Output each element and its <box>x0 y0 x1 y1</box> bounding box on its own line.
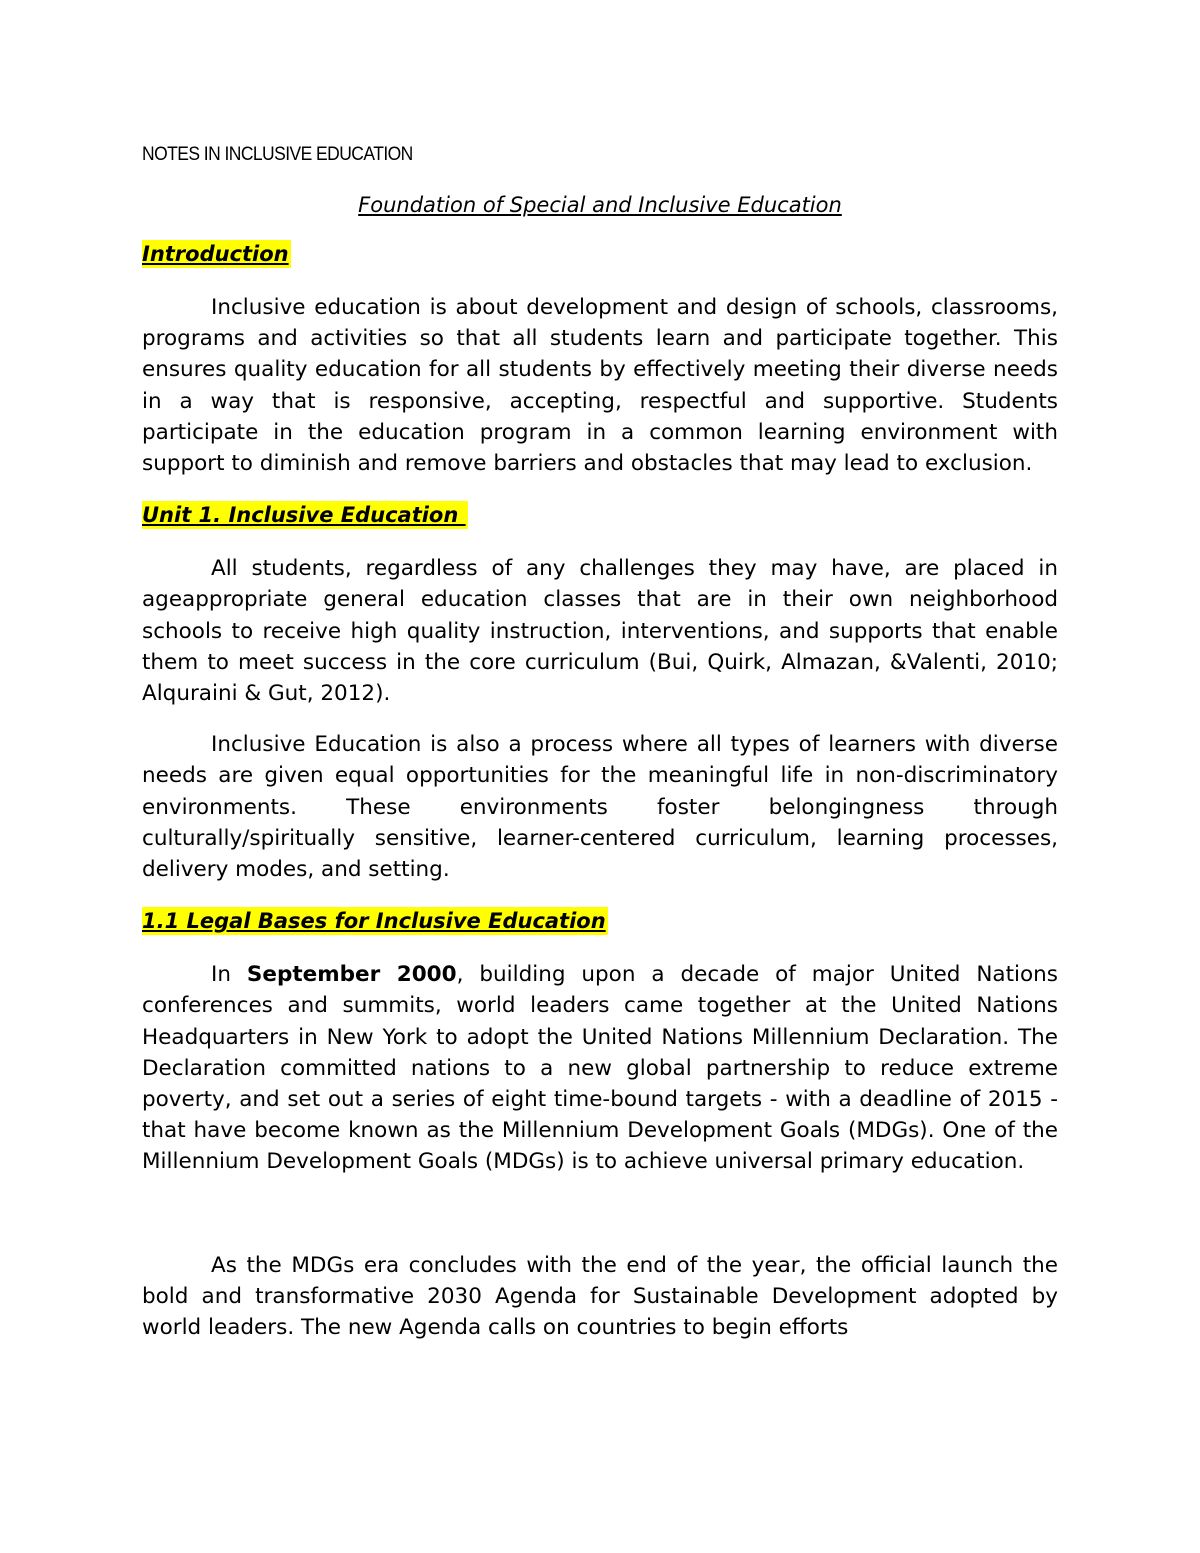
document-subtitle: Foundation of Special and Inclusive Education <box>358 193 842 217</box>
introduction-heading-row <box>142 240 1058 270</box>
unit1-paragraph-2: Inclusive Education is also a process where all types of learners with diverse needs are given equal opportunities for the meaningful life in non-discriminatory environments. These environments foster belongingness through culturally/spiritually sensitive, learner-centered curriculum, learning processes, delivery modes, and setting. <box>142 732 1058 883</box>
document-page <box>142 140 1058 1343</box>
unit1-heading-row <box>142 501 1058 531</box>
paragraph-lead-text: In <box>211 962 247 988</box>
date-emphasis: September 2000 <box>246 962 457 988</box>
introduction-heading: Introduction <box>142 242 289 266</box>
legal-bases-heading: 1.1 Legal Bases for Inclusive Education <box>142 909 606 934</box>
unit1-heading: Unit 1. Inclusive Education <box>142 503 466 528</box>
document-title: NOTES IN INCLUSIVE EDUCATION <box>142 144 413 165</box>
legal-bases-paragraph-1 <box>142 959 1058 1177</box>
legal-bases-heading-row <box>142 907 1058 937</box>
introduction-paragraph: Inclusive education is about development and design of schools, classrooms, programs and activities so that all students learn and participate together. This ensures quality education for all students by effectively meeting their diverse needs in a way that is responsive, accepting, respectful and supportive. Students participate in the education program in a common learning environment with support to diminish and remove barriers and obstacles that may lead to exclusion. <box>142 295 1058 477</box>
unit1-paragraph-1: All students, regardless of any challenges they may have, are placed in ageappropriate general education classes that are in their own neighborhood schools to receive high quality instruction, interventions, and supports that enable them to meet success in the core curriculum (Bui, Quirk, Almazan, &Valenti, 2010; Alquraini & Gut, 2012). <box>142 556 1058 707</box>
paragraph-body-text: , building upon a decade of major United Nations conferences and summits, world leaders came together at the United Nations Headquarters in New York to adopt the United Nations Millennium Declaration. The Declaration committed nations to a new global partnership to reduce extreme poverty, and set out a series of eight time-bound targets - with a deadline of 2015 - that have become known as the Millennium Development Goals (MDGs). One of the Millennium Development Goals (MDGs) is to achieve universal primary education. <box>142 962 1058 1175</box>
legal-bases-paragraph-2: As the MDGs era concludes with the end of the year, the official launch the bold and transformative 2030 Agenda for Sustainable Development adopted by world leaders. The new Agenda calls on countries to begin efforts <box>142 1252 1058 1341</box>
